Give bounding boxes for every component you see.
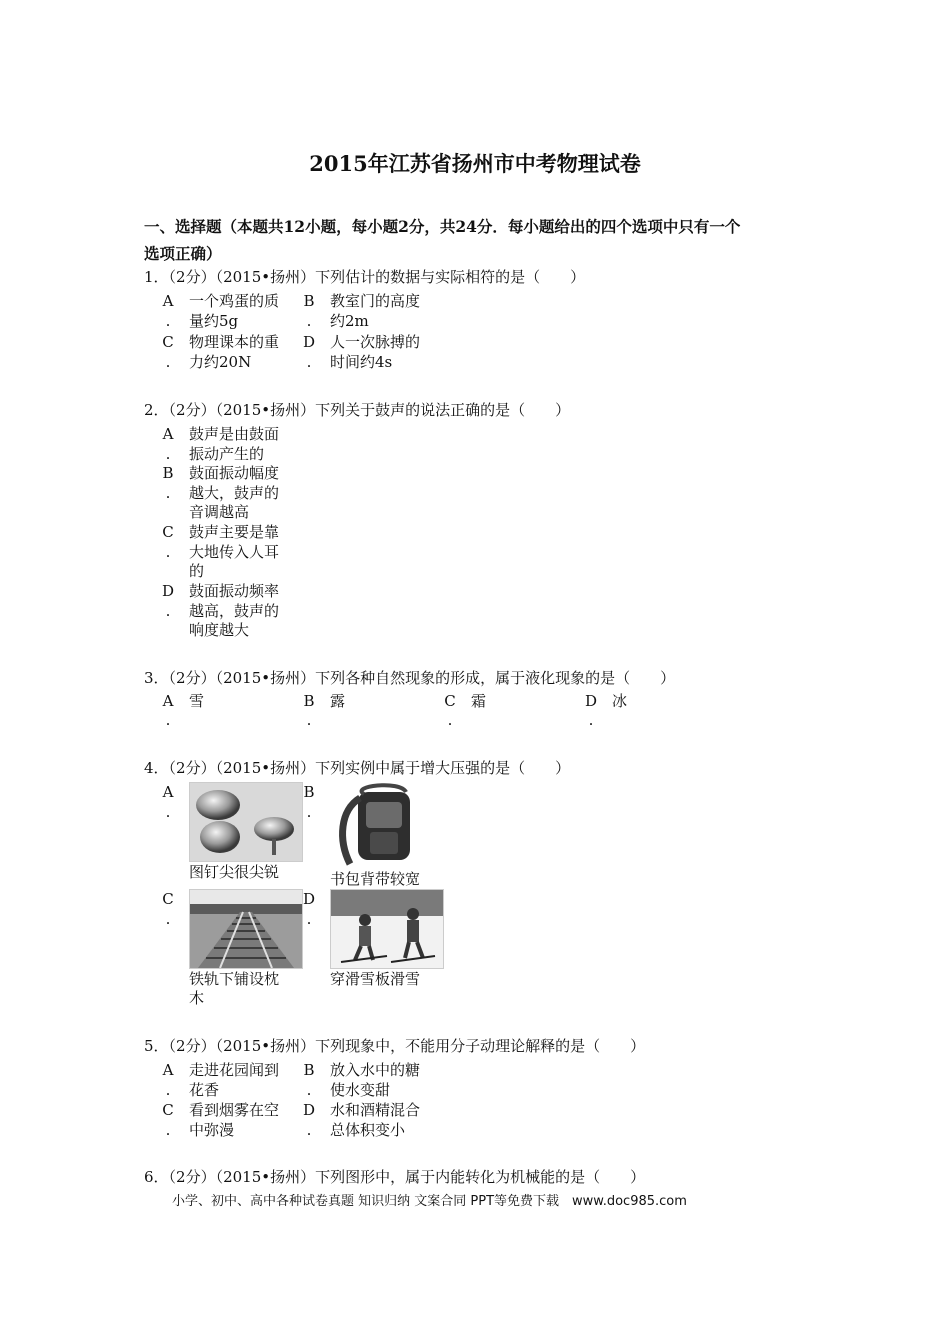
q1-option-c-line1: 物理课本的重 (189, 333, 280, 351)
option-dot: . (165, 445, 171, 463)
q1-option-c-line2: 力约20N (189, 353, 252, 371)
q1-option-d-line1: 人一次脉搏的 (330, 333, 421, 351)
option-dot: . (165, 803, 171, 821)
q2-option-d-line2: 越高，鼓声的 (189, 602, 280, 620)
option-dot: . (165, 312, 171, 330)
option-label-a: A (162, 692, 174, 710)
option-dot: . (447, 711, 453, 729)
q1-option-b-line2: 约2m (330, 312, 369, 330)
option-label-c: C (162, 1101, 174, 1119)
q2-option-c-line1: 鼓声主要是靠 (189, 523, 280, 541)
railway-image (189, 889, 303, 969)
q3-option-c: 霜 (471, 692, 487, 710)
option-dot: . (588, 711, 594, 729)
option-label-d: D (302, 890, 316, 908)
q2-option-c-line3: 的 (189, 562, 205, 580)
option-dot: . (165, 484, 171, 502)
option-label-c: C (444, 692, 456, 710)
option-label-c: C (162, 890, 174, 908)
page-title: 2015年江苏省扬州市中考物理试卷 (309, 151, 641, 176)
q3-option-a: 雪 (189, 692, 205, 710)
option-label-a: A (162, 425, 174, 443)
q5-option-c-line2: 中弥漫 (189, 1121, 235, 1139)
option-dot: . (165, 910, 171, 928)
q5-option-d-line1: 水和酒精混合 (330, 1101, 421, 1119)
option-dot: . (165, 711, 171, 729)
q4-option-d-caption: 穿滑雪板滑雪 (330, 970, 421, 988)
q5-option-d-line2: 总体积变小 (330, 1121, 406, 1139)
option-label-d: D (161, 582, 175, 600)
q5-option-c-line1: 看到烟雾在空 (189, 1101, 280, 1119)
option-label-b: B (303, 292, 315, 310)
option-label-c: C (162, 523, 174, 541)
q5-option-a-line2: 花香 (189, 1081, 220, 1099)
option-label-a: A (162, 1061, 174, 1079)
option-dot: . (306, 312, 312, 330)
q2-option-b-line3: 音调越高 (189, 503, 250, 521)
q1-option-a-line2: 量约5g (189, 312, 239, 330)
option-dot: . (306, 1121, 312, 1139)
question-2-stem: 2．（2分）（2015•扬州）下列关于鼓声的说法正确的是（ ） (144, 401, 571, 419)
option-dot: . (306, 711, 312, 729)
q4-option-c-line2: 木 (189, 989, 205, 1007)
option-dot: . (165, 543, 171, 561)
q1-option-a-line1: 一个鸡蛋的质 (189, 292, 280, 310)
option-label-b: B (303, 783, 315, 801)
question-1-stem: 1．（2分）（2015•扬州）下列估计的数据与实际相符的是（ ） (144, 268, 586, 286)
q3-option-d: 冰 (612, 692, 628, 710)
section-heading-line1: 一、选择题（本题共12小题，每小题2分，共24分．每小题给出的四个选项中只有一个 (144, 217, 741, 236)
option-dot: . (165, 1081, 171, 1099)
option-dot: . (306, 803, 312, 821)
option-dot: . (306, 910, 312, 928)
option-dot: . (306, 353, 312, 371)
question-3-stem: 3．（2分）（2015•扬州）下列各种自然现象的形成，属于液化现象的是（ ） (144, 669, 676, 687)
option-label-a: A (162, 783, 174, 801)
section-heading-line2: 选项正确） (144, 244, 222, 263)
q4-option-a-caption: 图钉尖很尖锐 (189, 863, 280, 881)
q2-option-c-line2: 大地传入人耳 (189, 543, 280, 561)
q2-option-d-line1: 鼓面振动频率 (189, 582, 280, 600)
option-dot: . (165, 602, 171, 620)
skiing-image (330, 889, 444, 969)
option-label-d: D (302, 333, 316, 351)
q1-option-d-line2: 时间约4s (330, 353, 393, 371)
option-label-c: C (162, 333, 174, 351)
option-dot: . (306, 1081, 312, 1099)
q2-option-a-line2: 振动产生的 (189, 445, 265, 463)
option-label-b: B (162, 464, 174, 482)
q2-option-a-line1: 鼓声是由鼓面 (189, 425, 280, 443)
option-dot: . (165, 353, 171, 371)
q5-option-b-line1: 放入水中的糖 (330, 1061, 421, 1079)
q4-option-c-line1: 铁轨下铺设枕 (189, 970, 280, 988)
option-label-b: B (303, 692, 315, 710)
q5-option-a-line1: 走进花园闻到 (189, 1061, 280, 1079)
q4-option-b-caption: 书包背带较宽 (330, 870, 421, 888)
q2-option-d-line3: 响度越大 (189, 621, 250, 639)
option-dot: . (165, 1121, 171, 1139)
question-4-stem: 4．（2分）（2015•扬州）下列实例中属于增大压强的是（ ） (144, 759, 571, 777)
q5-option-b-line2: 使水变甜 (330, 1081, 391, 1099)
question-5-stem: 5．（2分）（2015•扬州）下列现象中，不能用分子动理论解释的是（ ） (144, 1037, 646, 1055)
q2-option-b-line1: 鼓面振动幅度 (189, 464, 280, 482)
option-label-b: B (303, 1061, 315, 1079)
q2-option-b-line2: 越大，鼓声的 (189, 484, 280, 502)
q3-option-b: 露 (330, 692, 346, 710)
question-6-stem: 6．（2分）（2015•扬州）下列图形中，属于内能转化为机械能的是（ ） (144, 1168, 646, 1186)
thumbtack-image (189, 782, 303, 862)
footer-watermark: 小学、初中、高中各种试卷真题 知识归纳 文案合同 PPT等免费下载 www.doc985.com (172, 1194, 687, 1209)
option-label-a: A (162, 292, 174, 310)
q1-option-b-line1: 教室门的高度 (330, 292, 421, 310)
backpack-image (330, 780, 430, 870)
option-label-d: D (584, 692, 598, 710)
option-label-d: D (302, 1101, 316, 1119)
